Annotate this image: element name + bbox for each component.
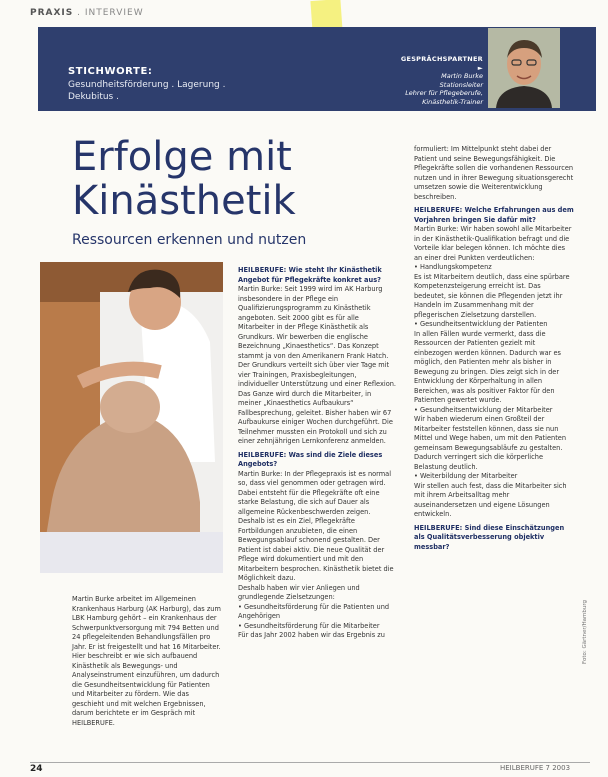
point-3-text: Wir haben wiederum einen Großteil der Mitarbeiter feststellen können, dass sie nun Mittel und Wege haben, um mit den Patienten gemeinsam Bewegungsabläufe zu gestalten. Dadurch verringert sich die körperliche Belastung deutlich. [414,415,567,471]
partner-role-3: Kinästhetik-Trainer [422,97,483,106]
keywords-text: Gesundheitsförderung . Lagerung . Dekubitus . [68,80,226,102]
title-line-1: Erfolge mit [72,134,292,180]
column-2 [238,266,396,641]
article-subtitle: Ressourcen erkennen und nutzen [72,232,307,248]
answer-3: Martin Burke: Wir haben sowohl alle Mitarbeiter in der Kinästhetik-Qualifikation befragt und die Vorteile klar belegen können. Ich möchte dies an einer drei Punkten verdeutlichen: [414,225,572,262]
answer-2c: Für das Jahr 2002 haben wir das Ergebnis zu [238,631,385,639]
column-3 [414,145,574,552]
footer-rule [30,762,590,763]
partner-role-2: Lehrer für Pflegeberufe, [405,89,483,97]
photo-caption: Martin Burke arbeitet im Allgemeinen Krankenhaus Harburg (AK Harburg), das zum LBK Hamburg gehört – ein Krankenhaus der Schwerpunktversorgung mit 794 Betten und 24 pflegeleitenden Behandlungsfällen pro Jahr. Er ist freigestellt und hat 16 Mitarbeiter. Hier beschreibt er wie sich aufbauend Kinästhetik als Bewegungs- und Analyseinstrument einzuführen, um dadurch die Gesundheitsentwicklung für Patienten und Mitarbeiter zu fördern. Wie das geschieht und mit welchen Ergebnissen, darum berichtete er im Gespräch mit HEILBERUFE. [72,595,221,727]
point-1: • Handlungskompetenz [414,263,492,271]
question-3: HEILBERUFE: Welche Erfahrungen aus dem Vorjahren bringen Sie dafür mit? [414,206,574,224]
photo-illustration [40,262,223,573]
question-4: HEILBERUFE: Sind diese Einschätzungen als Qualitätsverbesserung objektiv messbar? [414,523,565,551]
title-line-2: Kinästhetik [72,178,296,224]
page-number: 24 [30,764,43,774]
partner-name: Martin Burke [441,72,483,80]
section-sub-label: INTERVIEW [84,8,144,18]
bullet-1: • Gesundheitsförderung für die Patienten und Angehörigen [238,602,390,620]
question-2: HEILBERUFE: Was sind die Ziele dieses Angebots? [238,450,383,468]
point-2-text: In allen Fällen wurde vermerkt, dass die Ressourcen der Patienten gezielt mit einbezogen werden können. Dadurch war es möglich, den Patienten mehr als bisher in Bewegung zu bringen. Dies zeigt sich in der Entwicklung der Körperhaltung in allen Bereichen, was als positiver Faktor für den Patienten gewertet wurde. [414,329,561,404]
bullet-2: • Gesundheitsförderung für die Mitarbeiter [238,621,380,630]
journal-footer: HEILBERUFE 7 2003 [500,764,571,772]
partner-label: GESPRÄCHSPARTNER ► [400,55,483,72]
partner-role-1: Stationsleiter [439,80,483,89]
point-4-text: Wir stellen auch fest, dass die Mitarbeiter sich mit ihrem Arbeitsalltag mehr auseinandersetzen und eigene Lösungen entwickeln. [414,481,567,518]
section-separator: . [73,8,85,18]
point-2: • Gesundheitsentwicklung der Patienten [414,320,548,328]
photo-credit: Foto: Gärtner/Hamburg [582,600,588,664]
article-title [72,135,296,223]
point-1-text: Es ist Mitarbeitern deutlich, dass eine spürbare Kompetenzsteigerung erreicht ist. Das bedeutet, sie können die Pflegenden jetzt ihr Handeln im Zusammenhang mit der pflegerischen Zielsetzung darstellen. [414,272,570,319]
column-3-intro: formuliert: Im Mittelpunkt steht dabei der Patient und seine Bewegungsfähigkeit. Die Pflegekräfte sollen die vorhandenen Ressourcen nutzen und in ihrer Bewegung situationsgerecht umsetzen sowie die Weiterentwicklung beschreiben. [414,145,574,201]
answer-1b: Der Grundkurs verteilt sich über vier Tage mit vier Trainingen, Praxisbegleitungen, individueller Unterstützung und einer Reflexion. Das Ganze wird durch die Mitarbeiter, in meiner „Kinaesthetics Aufbaukurs“ Fallbesprechung, geleitet. Bisher haben wir 67 Aufbaukurse einiger Wochen durchgeführt. Die Teilnehmer mussten ein Protokoll und sich zu einer zehnjährigen Lernkonferenz anmelden. [238,361,397,445]
section-header [30,8,144,18]
question-1: HEILBERUFE: Wie steht Ihr Kinästhetik Angebot für Pflegekräfte konkret aus? [238,266,382,284]
point-3: • Gesundheitsentwicklung der Mitarbeiter [414,405,553,414]
answer-1: Martin Burke: Seit 1999 wird im AK Harburg insbesondere in der Pflege ein Qualifizierungsprogramm zu Kinästhetik angeboten. Seit 2000 gibt es für alle Mitarbeiter in der Pflege Kinästhetik als Grundkurs. Wir bewerben die englische Bezeichnung „Kinaesthetics“. Das Konzept stammt ja von den Amerikanern Frank Hatch. [238,285,389,360]
answer-2b: Deshalb haben wir vier Anliegen und grundlegende Zielsetzungen: [238,583,360,601]
interview-partner [395,55,483,106]
keywords-label: STICHWORTE: [68,66,153,77]
point-4: • Weiterbildung der Mitarbeiter [414,472,518,480]
article-photo [40,262,223,573]
section-label: PRAXIS [30,8,74,18]
portrait-illustration [488,28,560,108]
answer-2: Martin Burke: In der Pflegepraxis ist es normal so, dass viel genommen oder getragen wird. Dabei entsteht für die Pflegekräfte oft eine starke Belastung, die sich auf Dauer als allgemeine Rückenbeschwerden zeigen. Deshalb ist es ein Ziel, Pflegekräfte Fortbildungen anzubieten, die einen Bewegungsablauf schonend gestalten. Der Patient ist dabei aktiv. Die neue Qualität der Pflege wird dokumentiert und mit den Mitarbeitern besprochen. Kinästhetik bietet die Möglichkeit dazu. [238,469,394,582]
partner-portrait [488,28,560,108]
